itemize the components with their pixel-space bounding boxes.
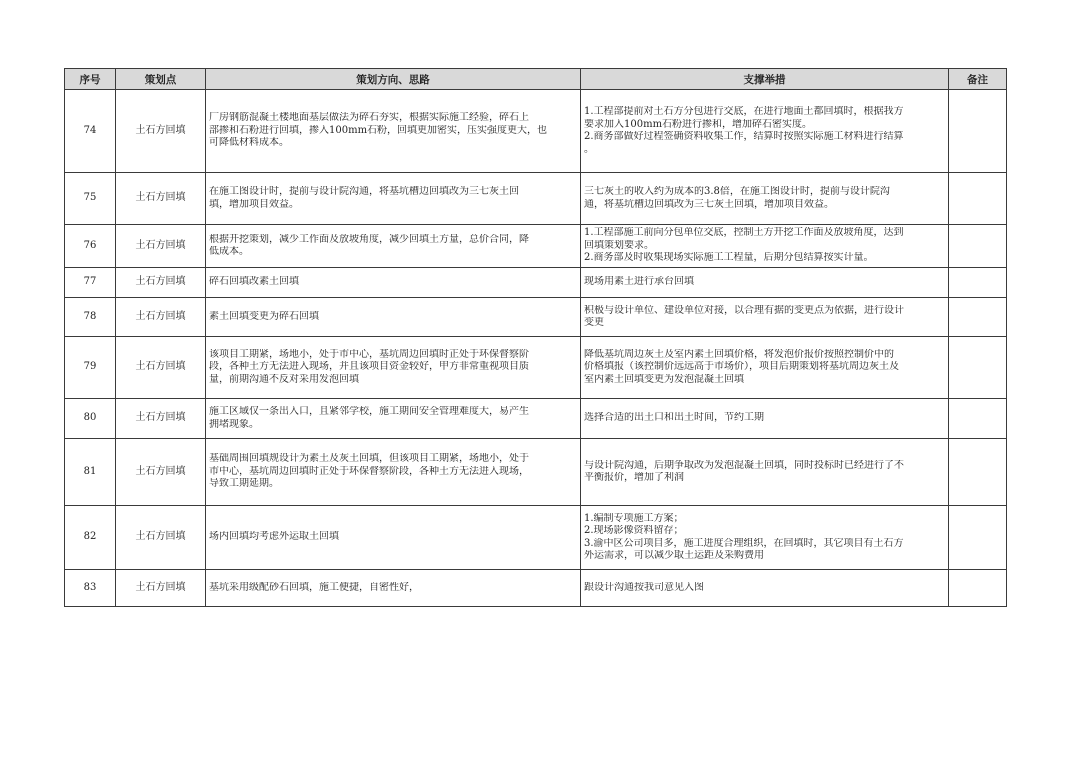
text-line: 1.编制专项施工方案； — [584, 512, 684, 524]
row-remarks — [949, 225, 1007, 268]
row-planning-point: 土石方回填 — [116, 173, 206, 225]
text-line: 厂房钢筋混凝土楼地面基层做法为碎石夯实，根据实际施工经验，碎石上 — [209, 112, 529, 124]
row-serial-number: 82 — [65, 506, 116, 570]
text-line: 室内素土回填变更为发泡混凝土回填 — [584, 373, 744, 385]
text-line: 该项目工期紧，场地小，处于市中心，基坑周边回填时正处于环保督察阶 — [209, 348, 529, 360]
text-line: 根据开挖策划，减少工作面及放坡角度，减少回填土方量，总价合同，降 — [209, 233, 529, 245]
table-row — [65, 173, 1007, 225]
row-planning-direction — [206, 439, 581, 506]
row-support-measures — [581, 506, 949, 570]
table-row — [65, 90, 1007, 173]
row-support-measures — [581, 570, 949, 607]
text-line: 选择合适的出土口和出土时间，节约工期 — [584, 412, 764, 424]
text-line: 导致工期延期。 — [209, 478, 279, 490]
row-planning-point: 土石方回填 — [116, 90, 206, 173]
row-planning-direction — [206, 225, 581, 268]
row-support-measures — [581, 399, 949, 439]
row-planning-point: 土石方回填 — [116, 268, 206, 298]
row-planning-direction — [206, 298, 581, 337]
text-line: 场内回填均考虑外运取土回填 — [209, 531, 339, 543]
row-planning-direction — [206, 570, 581, 607]
row-planning-point: 土石方回填 — [116, 298, 206, 337]
row-planning-point: 土石方回填 — [116, 570, 206, 607]
row-support-measures — [581, 90, 949, 173]
table-row — [65, 225, 1007, 268]
text-line: 三七灰土的收入约为成本的3.8倍，在施工图设计时，提前与设计院沟 — [584, 186, 890, 197]
table-row — [65, 570, 1007, 607]
text-line: 拥堵现象。 — [209, 418, 259, 430]
row-planning-point: 土石方回填 — [116, 337, 206, 399]
header-planning-direction: 策划方向、思路 — [206, 69, 581, 90]
text-line: 外运需求，可以减少取土运距及采购费用 — [584, 550, 764, 561]
row-serial-number: 76 — [65, 225, 116, 268]
row-serial-number: 77 — [65, 268, 116, 298]
text-line: 碎石回填改素土回填 — [209, 276, 299, 288]
row-support-measures — [581, 173, 949, 225]
row-serial-number: 78 — [65, 298, 116, 337]
row-serial-number: 83 — [65, 570, 116, 607]
text-line: 要求加入100mm石粉进行掺和，增加碎石密实度。 — [584, 118, 813, 130]
text-line: 2.商务部做好过程签确资料收集工作，结算时按照实际施工材料进行结算 — [584, 131, 904, 142]
table-row — [65, 439, 1007, 506]
text-line: 可降低材料成本。 — [209, 137, 289, 149]
row-remarks — [949, 268, 1007, 298]
header-remarks: 备注 — [949, 69, 1007, 90]
header-support-measures: 支撑举措 — [581, 69, 949, 90]
table-row — [65, 298, 1007, 337]
text-line: 积极与设计单位、建设单位对接，以合理有据的变更点为依据，进行设计 — [584, 304, 904, 316]
row-planning-direction — [206, 173, 581, 225]
row-remarks — [949, 90, 1007, 173]
text-line: 通，将基坑槽边回填改为三七灰土回填，增加项目效益。 — [584, 198, 834, 210]
row-planning-direction — [206, 337, 581, 399]
text-line: 。 — [584, 143, 594, 155]
text-line: 基坑采用级配砂石回填，施工便捷，自密性好， — [209, 581, 419, 593]
row-remarks — [949, 173, 1007, 225]
row-serial-number: 81 — [65, 439, 116, 506]
row-planning-point: 土石方回填 — [116, 399, 206, 439]
row-planning-point: 土石方回填 — [116, 439, 206, 506]
row-remarks — [949, 439, 1007, 506]
header-planning-point: 策划点 — [116, 69, 206, 90]
header-serial-number: 序号 — [65, 69, 116, 90]
text-line: 段，各种土方无法进入现场，并且该项目资金较好，甲方非常重视项目质 — [209, 361, 529, 373]
text-line: 价格填报（该控制价远远高于市场价），项目后期策划将基坑周边灰土及 — [584, 361, 899, 373]
row-planning-point: 土石方回填 — [116, 506, 206, 570]
table-row — [65, 337, 1007, 399]
row-support-measures — [581, 225, 949, 268]
text-line: 量，前期沟通不反对采用发泡回填 — [209, 373, 359, 385]
planning-table — [64, 68, 1007, 607]
text-line: 跟设计沟通按我司意见入图 — [584, 581, 704, 593]
text-line: 部掺和石粉进行回填，掺入100mm石粉，回填更加密实，压实强度更大，也 — [209, 124, 548, 136]
row-support-measures — [581, 439, 949, 506]
row-remarks — [949, 298, 1007, 337]
row-support-measures — [581, 268, 949, 298]
text-line: 2.现场影像资料留存； — [584, 525, 684, 536]
table-header-row — [65, 69, 1007, 90]
text-line: 素土回填变更为碎石回填 — [209, 310, 319, 322]
row-serial-number: 79 — [65, 337, 116, 399]
text-line: 在施工图设计时，提前与设计院沟通，将基坑槽边回填改为三七灰土回 — [209, 186, 519, 197]
text-line: 3.渝中区公司项目多，施工进度合理组织，在回填时，其它项目有土石方 — [584, 537, 904, 549]
row-serial-number: 75 — [65, 173, 116, 225]
text-line: 现场用素土进行承台回填 — [584, 276, 694, 288]
text-line: 降低基坑周边灰土及室内素土回填价格，将发泡价报价按照控制价中的 — [584, 348, 894, 360]
text-line: 施工区域仅一条出入口，且紧邻学校，施工期间安全管理难度大，易产生 — [209, 406, 529, 417]
row-remarks — [949, 399, 1007, 439]
text-line: 平衡报价，增加了利润 — [584, 472, 684, 483]
row-remarks — [949, 570, 1007, 607]
text-line: 变更 — [584, 317, 604, 328]
text-line: 市中心，基坑周边回填时正处于环保督察阶段，各种土方无法进入现场， — [209, 465, 529, 477]
row-planning-point: 土石方回填 — [116, 225, 206, 268]
row-serial-number: 74 — [65, 90, 116, 173]
text-line: 基础周围回填规设计为素土及灰土回填，但该项目工期紧，场地小，处于 — [209, 453, 529, 465]
row-planning-direction — [206, 506, 581, 570]
row-planning-direction — [206, 399, 581, 439]
text-line: 低成本。 — [209, 246, 249, 257]
text-line: 1.工程部提前对土石方分包进行交底，在进行地面土都回填时，根据我方 — [584, 106, 904, 117]
text-line: 1.工程部施工前向分包单位交底，控制土方开挖工作面及放坡角度，达到 — [584, 227, 904, 239]
row-support-measures — [581, 337, 949, 399]
text-line: 填，增加项目效益。 — [209, 198, 299, 210]
text-line: 与设计院沟通，后期争取改为发泡混凝土回填，同时投标时已经进行了不 — [584, 459, 904, 471]
table-row — [65, 268, 1007, 298]
row-remarks — [949, 506, 1007, 570]
row-planning-direction — [206, 90, 581, 173]
table-row — [65, 506, 1007, 570]
row-remarks — [949, 337, 1007, 399]
text-line: 2.商务部及时收集现场实际施工工程量，后期分包结算按实计量。 — [584, 252, 874, 264]
row-support-measures — [581, 298, 949, 337]
table-row — [65, 399, 1007, 439]
row-planning-direction — [206, 268, 581, 298]
row-serial-number: 80 — [65, 399, 116, 439]
text-line: 回填策划要求。 — [584, 239, 654, 251]
